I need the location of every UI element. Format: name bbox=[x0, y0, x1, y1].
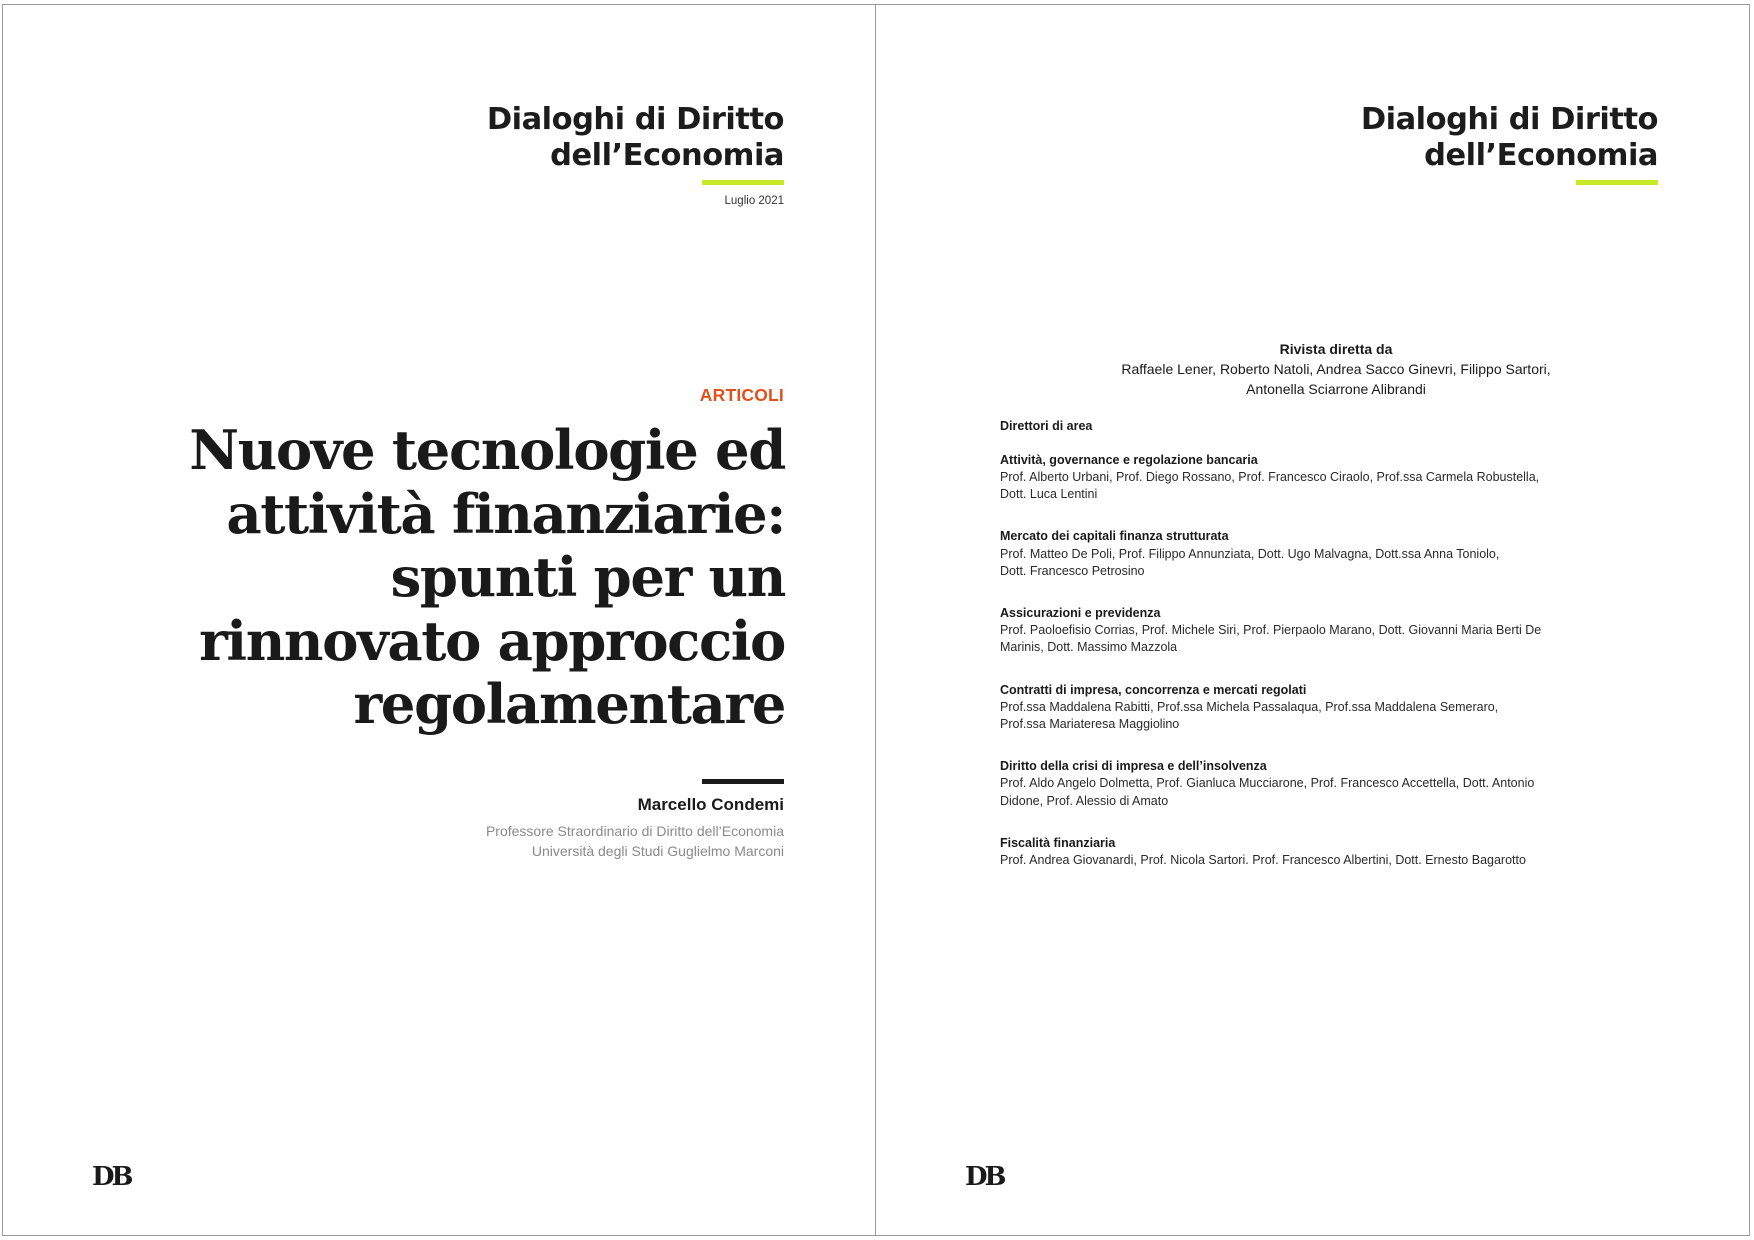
area-block bbox=[1000, 682, 1620, 734]
area-title: Fiscalità finanziaria bbox=[1000, 835, 1116, 850]
area-members: Didone, Prof. Alessio di Amato bbox=[1000, 793, 1169, 808]
area-members: Prof. Matteo De Poli, Prof. Filippo Annunziata, Dott. Ugo Malvagna, Dott.ssa Anna Toniolo, bbox=[1000, 546, 1500, 561]
publisher-logo: DB bbox=[965, 1162, 1004, 1192]
accent-bar bbox=[702, 180, 784, 185]
title-line: spunti per un bbox=[390, 545, 785, 609]
journal-title-line2: dell’Economia bbox=[550, 138, 784, 173]
journal-title-line2: dell’Economia bbox=[1424, 138, 1658, 173]
area-members: Dott. Francesco Petrosino bbox=[1000, 563, 1145, 578]
title-line: rinnovato approccio bbox=[199, 608, 785, 673]
article-title bbox=[145, 419, 785, 737]
area-members: Prof.ssa Mariateresa Maggiolino bbox=[1000, 716, 1180, 731]
area-block bbox=[1000, 758, 1620, 810]
area-title: Contratti di impresa, concorrenza e mercati regolati bbox=[1000, 682, 1307, 697]
area-members: Dott. Luca Lentini bbox=[1000, 487, 1098, 502]
area-members: Prof. Paoloefisio Corrias, Prof. Michele Siri, Prof. Pierpaolo Marano, Dott. Giovanni Maria Berti De bbox=[1000, 623, 1542, 638]
area-title: Diritto della crisi di impresa e dell’insolvenza bbox=[1000, 759, 1267, 774]
direction-label: Rivista diretta da bbox=[1279, 341, 1393, 357]
author-affiliation bbox=[486, 822, 784, 861]
author-name: Marcello Condemi bbox=[637, 795, 784, 814]
area-block bbox=[1000, 452, 1620, 504]
author-role-line: Professore Straordinario di Diritto dell’Economia bbox=[485, 823, 784, 839]
publisher-logo: DB bbox=[92, 1162, 131, 1192]
areas-heading: Direttori di area bbox=[1000, 419, 1093, 433]
area-block bbox=[1000, 835, 1620, 869]
area-directors bbox=[1000, 418, 1620, 894]
area-block bbox=[1000, 605, 1620, 657]
journal-title-line1: Dialoghi di Diritto bbox=[486, 102, 784, 137]
author-role-line: Università degli Studi Guglielmo Marconi bbox=[531, 842, 784, 859]
area-title: Mercato dei capitali finanza strutturata bbox=[1000, 529, 1229, 544]
left-page bbox=[2, 4, 876, 1236]
title-line: attività finanziarie: bbox=[226, 481, 785, 546]
right-page bbox=[876, 4, 1750, 1236]
area-title: Assicurazioni e previdenza bbox=[1000, 605, 1161, 620]
area-members: Marinis, Dott. Massimo Mazzola bbox=[1000, 640, 1178, 655]
direction-names: Antonella Sciarrone Alibrandi bbox=[1246, 381, 1426, 397]
area-title: Attività, governance e regolazione bancaria bbox=[1000, 452, 1258, 467]
area-members: Prof.ssa Maddalena Rabitti, Prof.ssa Michela Passalaqua, Prof.ssa Maddalena Semeraro, bbox=[1000, 699, 1499, 714]
author-divider bbox=[702, 779, 784, 784]
journal-masthead bbox=[1361, 102, 1658, 185]
area-members: Prof. Aldo Angelo Dolmetta, Prof. Gianluca Mucciarone, Prof. Francesco Accettella, Dott. Antonio bbox=[1000, 776, 1535, 791]
journal-title-line1: Dialoghi di Diritto bbox=[1360, 102, 1658, 137]
section-label: ARTICOLI bbox=[699, 385, 784, 405]
direction-names: Raffaele Lener, Roberto Natoli, Andrea Sacco Ginevri, Filippo Sartori, bbox=[1121, 361, 1551, 377]
journal-masthead bbox=[487, 102, 784, 207]
accent-bar bbox=[1576, 180, 1658, 185]
issue-date: Luglio 2021 bbox=[724, 195, 784, 207]
area-members: Prof. Andrea Giovanardi, Prof. Nicola Sartori. Prof. Francesco Albertini, Dott. Ernesto Bagarotto bbox=[1000, 852, 1526, 867]
editorial-direction bbox=[996, 339, 1676, 399]
area-block bbox=[1000, 528, 1620, 580]
area-members: Prof. Alberto Urbani, Prof. Diego Rossano, Prof. Francesco Ciraolo, Prof.ssa Carmela Robustella, bbox=[1000, 469, 1540, 484]
title-line: Nuove tecnologie ed bbox=[189, 418, 785, 482]
title-line: regolamentare bbox=[353, 672, 785, 736]
